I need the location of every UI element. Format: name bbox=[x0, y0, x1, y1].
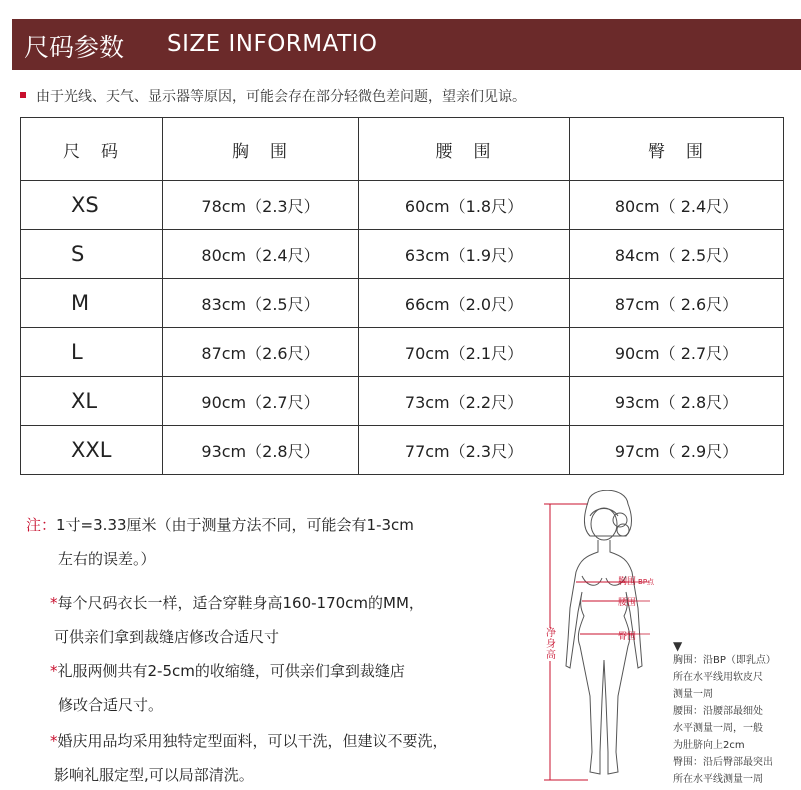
legend-line: 所在水平线测量一周 bbox=[673, 774, 763, 785]
hip-cell: 87cm（ 2.6尺） bbox=[570, 279, 784, 328]
table-row bbox=[21, 279, 784, 328]
note-line-continued: 左右的误差。） bbox=[58, 550, 156, 568]
hip-cell: 84cm（ 2.5尺） bbox=[570, 230, 784, 279]
size-cell: XS bbox=[21, 181, 163, 230]
table-row bbox=[21, 328, 784, 377]
note-item-text: 每个尺码衣长一样，适合穿鞋身高160-170cm的MM， bbox=[57, 594, 424, 612]
size-cell: L bbox=[21, 328, 163, 377]
table-row bbox=[21, 377, 784, 426]
bust-cell: 90cm（2.7尺） bbox=[163, 377, 359, 426]
asterisk-icon: * bbox=[50, 662, 58, 680]
table-header-row bbox=[21, 118, 784, 181]
down-triangle-icon: ▼ bbox=[673, 639, 683, 653]
table-row bbox=[21, 181, 784, 230]
hip-label: 臀围 bbox=[618, 632, 637, 642]
header-hip: 臀 围 bbox=[570, 118, 784, 181]
bust-cell: 78cm（2.3尺） bbox=[163, 181, 359, 230]
note-line bbox=[26, 514, 414, 535]
waist-cell: 70cm（2.1尺） bbox=[359, 328, 570, 377]
legend-line: 所在水平线用软皮尺 bbox=[673, 672, 763, 683]
table-row bbox=[21, 230, 784, 279]
note-item-continued: 可供亲们拿到裁缝店修改合适尺寸 bbox=[54, 628, 280, 646]
color-notice bbox=[20, 86, 526, 106]
size-cell: XL bbox=[21, 377, 163, 426]
bust-cell: 93cm（2.8尺） bbox=[163, 426, 359, 475]
bust-cell: 80cm（2.4尺） bbox=[163, 230, 359, 279]
waist-cell: 63cm（1.9尺） bbox=[359, 230, 570, 279]
note-item bbox=[50, 592, 424, 613]
table-row bbox=[21, 426, 784, 475]
measurement-legend bbox=[673, 640, 798, 788]
waist-cell: 60cm（1.8尺） bbox=[359, 181, 570, 230]
waist-cell: 66cm（2.0尺） bbox=[359, 279, 570, 328]
header-waist: 腰 围 bbox=[359, 118, 570, 181]
waist-cell: 73cm（2.2尺） bbox=[359, 377, 570, 426]
waist-cell: 77cm（2.3尺） bbox=[359, 426, 570, 475]
note-text: 1寸=3.33厘米（由于测量方法不同，可能会有1-3cm bbox=[56, 516, 414, 534]
size-cell: S bbox=[21, 230, 163, 279]
legend-line: 为肚脐向上2cm bbox=[673, 740, 745, 751]
notice-text: 由于光线、天气、显示器等原因，可能会存在部分轻微色差问题，望亲们见谅。 bbox=[36, 89, 526, 105]
hip-cell: 80cm（ 2.4尺） bbox=[570, 181, 784, 230]
bust-cell: 83cm（2.5尺） bbox=[163, 279, 359, 328]
legend-line: 水平测量一周，一般 bbox=[673, 723, 763, 734]
header-bust: 胸 围 bbox=[163, 118, 359, 181]
title-banner bbox=[12, 19, 801, 70]
size-cell: M bbox=[21, 279, 163, 328]
size-table bbox=[20, 117, 784, 475]
header-size: 尺 码 bbox=[21, 118, 163, 181]
hip-cell: 93cm（ 2.8尺） bbox=[570, 377, 784, 426]
waist-label: 腰围 bbox=[618, 598, 637, 608]
note-item-text: 礼服两侧共有2-5cm的收缩缝，可供亲们拿到裁缝店 bbox=[57, 662, 405, 680]
legend-line: 胸围：沿BP（即乳点） bbox=[673, 655, 776, 666]
bust-cell: 87cm（2.6尺） bbox=[163, 328, 359, 377]
size-cell: XXL bbox=[21, 426, 163, 475]
asterisk-icon: * bbox=[50, 594, 58, 612]
legend-line: 测量一周 bbox=[673, 689, 713, 700]
bust-label: 胸围 BP点 bbox=[618, 577, 655, 587]
note-item-text: 婚庆用品均采用独特定型面料，可以干洗，但建议不要洗， bbox=[57, 732, 448, 750]
note-item-continued: 影响礼服定型,可以局部清洗。 bbox=[54, 766, 254, 784]
red-square-bullet-icon bbox=[20, 92, 26, 98]
title-chinese: 尺码参数 bbox=[24, 33, 125, 62]
hip-cell: 90cm（ 2.7尺） bbox=[570, 328, 784, 377]
legend-line: 腰围：沿腰部最细处 bbox=[673, 706, 763, 717]
note-item bbox=[50, 730, 448, 751]
legend-line: 臀围：沿后臀部最突出 bbox=[673, 757, 773, 768]
face-shape bbox=[591, 508, 617, 540]
height-label: 净身高 bbox=[546, 628, 556, 661]
title-english: SIZE INFORMATIO bbox=[167, 31, 378, 57]
asterisk-icon: * bbox=[50, 732, 58, 750]
note-item-continued: 修改合适尺寸。 bbox=[58, 696, 164, 714]
note-item bbox=[50, 660, 405, 681]
hip-cell: 97cm（ 2.9尺） bbox=[570, 426, 784, 475]
note-label: 注： bbox=[26, 516, 57, 534]
